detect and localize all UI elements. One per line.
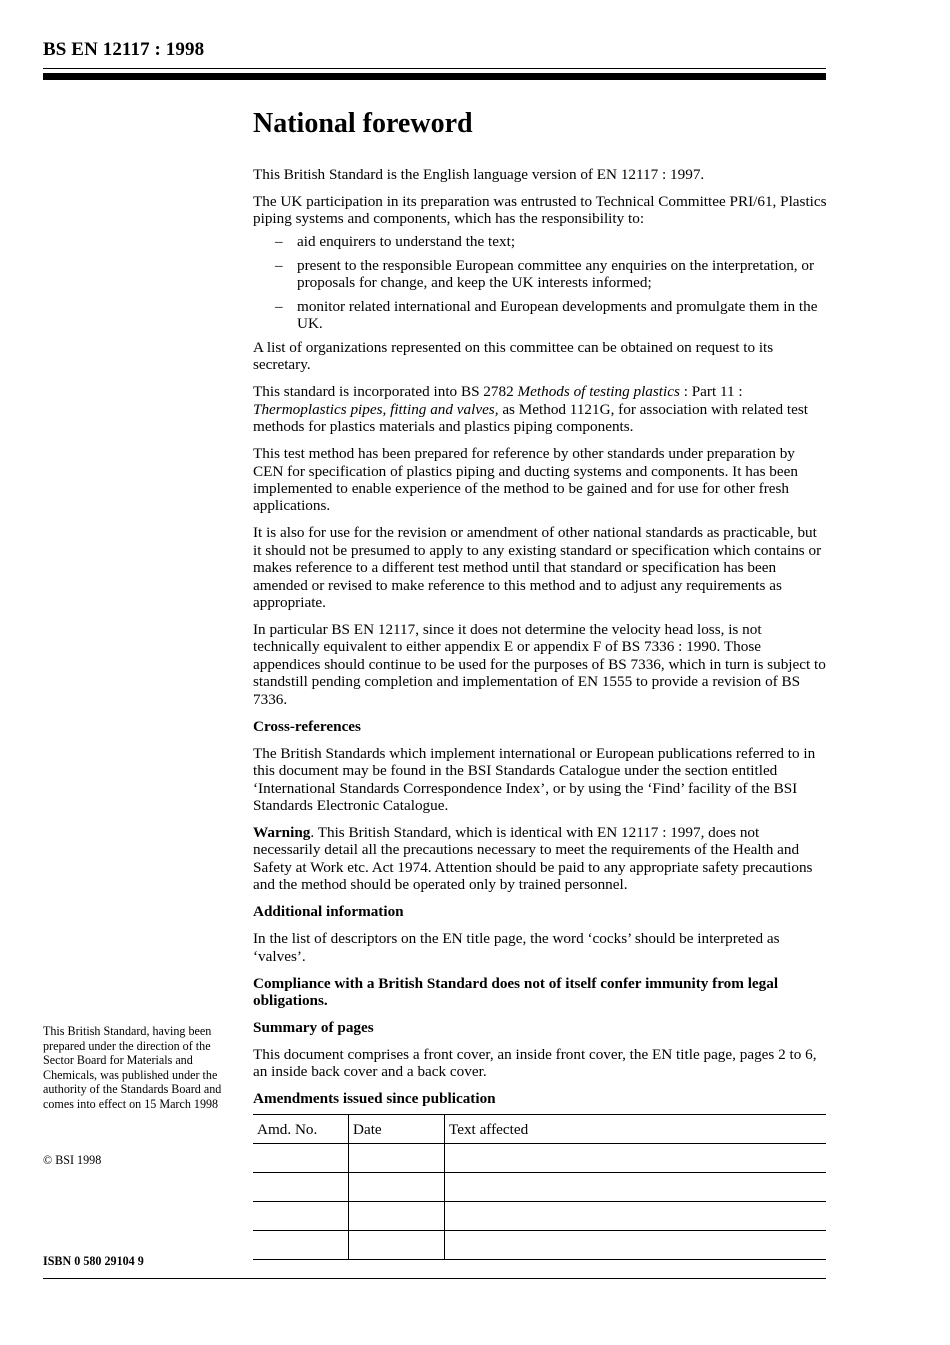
table-cell [349,1202,445,1231]
table-header-row [253,1115,826,1144]
warning-text: . This British Standard, which is identical with EN 12117 : 1997, does not necessarily detail all the precautions necessary to meet the requirements of the Health and Safety at Work etc. Act 1974. Attention should be paid to any appropriate safety precautions and the method should be operated only by trained personnel. [253,823,813,894]
main-content [253,106,827,1260]
list-item-text: aid enquirers to understand the text; [297,233,516,251]
isbn: ISBN 0 580 29104 9 [43,1254,144,1268]
table-cell [445,1231,827,1260]
paragraph-equivalence: In particular BS EN 12117, since it does not determine the velocity head loss, is not technically equivalent to either appendix E or appendix F of BS 7336 : 1990. Those appendices should continue to be used for the purposes of BS 7336, which in turn is subject to standstill pending completion and implementation of EN 1555 to provide a revision of BS 7336. [253,621,826,708]
paragraph-revision-use: It is also for use for the revision or amendment of other national standards as practicable, but it should not be presumed to apply to any existing standard or specification which contains or makes reference to a different test method until that standard or specification has been amended or revised to make reference to this method and to adjust any requirements as appropriate. [253,524,822,612]
table-cell [349,1173,445,1202]
list-item [253,257,827,292]
table-cell [445,1202,827,1231]
amendments-table [253,1114,826,1260]
publication-note: This British Standard, having been prepared under the direction of the Sector Board for Materials and Chemicals, was published under the authority of the Standards Board and comes into effect on 15 March 1998 [43,1024,222,1111]
header-rule-thin [43,68,826,69]
table-row [253,1144,826,1173]
table-row [253,1202,826,1231]
column-header-amd-no: Amd. No. [253,1115,349,1144]
table-cell [253,1173,349,1202]
table-cell [253,1231,349,1260]
table-cell [445,1144,827,1173]
warning-label: Warning [253,823,311,841]
heading-additional-information: Additional information [253,903,404,921]
paragraph-descriptors: In the list of descriptors on the EN title page, the word ‘cocks’ should be interpreted as ‘valves’. [253,930,780,965]
paragraph-test-method: This test method has been prepared for reference by other standards under preparation by CEN for specification of plastics piping and ducting systems and components. It has been implemented to enable experience of the method to be gained and for use for other fresh applications. [253,445,798,515]
list-item [253,298,827,333]
table-cell [349,1144,445,1173]
text-run: This standard is incorporated into BS 2782 [253,383,518,401]
page-title: National foreword [253,108,473,139]
footer-rule [43,1278,826,1279]
paragraph-uk-participation: The UK participation in its preparation was entrusted to Technical Committee PRI/61, Plastics piping systems and components, which has the responsibility to: [253,193,827,228]
responsibility-list [253,233,827,332]
column-header-date: Date [349,1115,445,1144]
copyright: © BSI 1998 [43,1153,102,1167]
column-header-text-affected: Text affected [445,1115,827,1144]
paragraph-cross-references: The British Standards which implement international or European publications referred to in this document may be found in the BSI Standards Catalogue under the section entitled ‘International Standards Correspondence Index’, or by using the ‘Find’ facility of the BSI Standards Electronic Catalogue. [253,744,816,814]
text-run: as Method 1121G, for association with related test methods for plastics materials and plastics piping components. [253,400,808,436]
paragraph-summary: This document comprises a front cover, an inside front cover, the EN title page, pages 2 to 6, an inside back cover and a back cover. [253,1045,817,1081]
table-row [253,1173,826,1202]
table-cell [349,1231,445,1260]
paragraph-language-version: This British Standard is the English language version of EN 12117 : 1997. [253,166,705,183]
table-cell [253,1144,349,1173]
table-cell [253,1202,349,1231]
list-item-text: monitor related international and European developments and promulgate them in the UK. [297,298,818,333]
list-dash: – [275,233,283,251]
list-dash: – [275,298,283,315]
paragraph-committee-list: A list of organizations represented on this committee can be obtained on request to its secretary. [253,339,774,374]
heading-amendments: Amendments issued since publication [253,1090,496,1108]
list-dash: – [275,257,283,274]
header-rule-thick [43,73,826,80]
heading-cross-references: Cross-references [253,717,361,735]
document-code: BS EN 12117 : 1998 [43,39,205,60]
paragraph-incorporation [253,383,827,435]
compliance-statement: Compliance with a British Standard does not of itself confer immunity from legal obligations. [253,974,779,1009]
list-item [253,233,827,250]
text-run-italic: Thermoplastics pipes, fitting and valves, [253,400,499,418]
text-run: : Part 11 : [679,383,743,401]
paragraph-warning [253,824,827,894]
table-cell [445,1173,827,1202]
list-item-text: present to the responsible European committee any enquiries on the interpretation, or proposals for change, and keep the UK interests informed; [297,257,815,292]
table-row [253,1231,826,1260]
text-run-italic: Methods of testing plastics [517,383,680,401]
heading-summary-of-pages: Summary of pages [253,1018,374,1036]
